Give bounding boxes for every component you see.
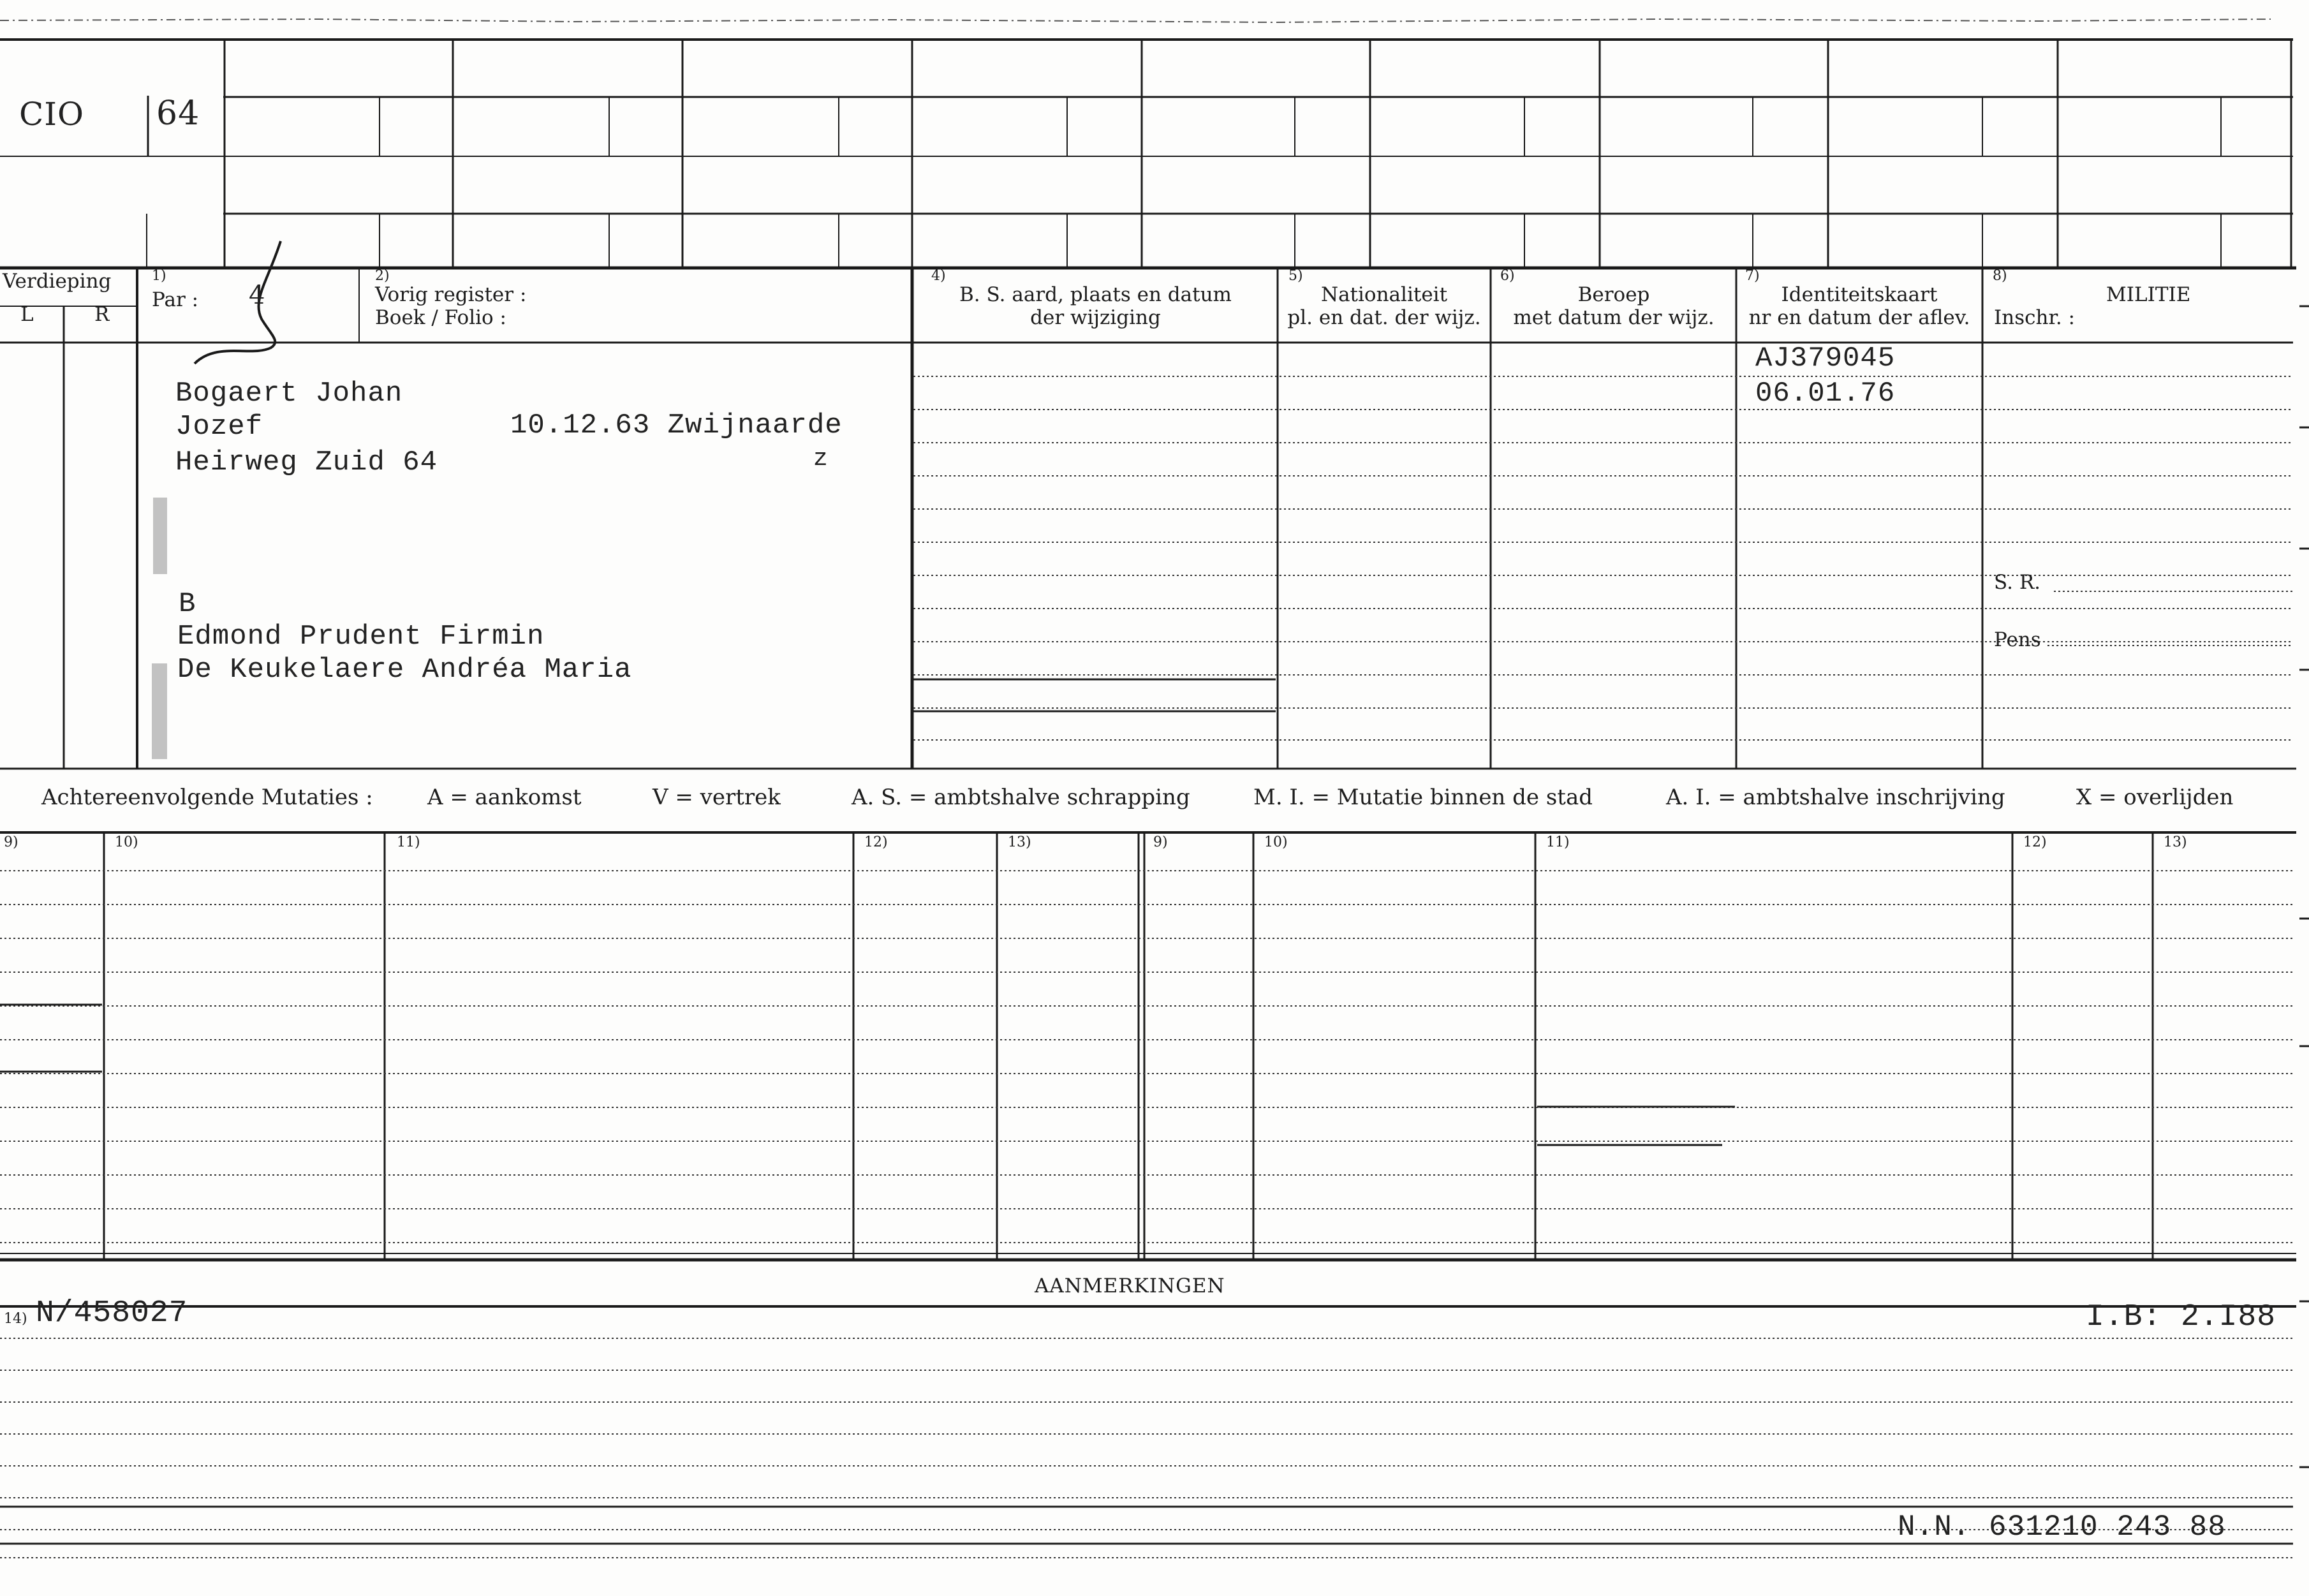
person-code-b: B (179, 588, 196, 620)
verdieping-left: L (20, 303, 34, 326)
par-value: 4 (249, 281, 266, 310)
handwritten-mark (195, 241, 281, 364)
legend-ambtshalve-schrapping: A. S. = ambtshalve schrapping (852, 785, 1190, 810)
person-mark-z: z (813, 445, 829, 473)
legend-aankomst: A = aankomst (427, 785, 582, 810)
col2-number: 2) (375, 268, 390, 284)
par-label: Par : (152, 288, 199, 311)
remarks-title: AANMERKINGEN (1035, 1275, 1225, 1297)
identity-card-number: AJ379045 (1755, 343, 1896, 374)
pens-label: Pens (1994, 628, 2041, 651)
boek-folio-label: Boek / Folio : (375, 306, 506, 329)
mutations-legend-label: Achtereenvolgende Mutaties : (41, 785, 373, 810)
col4-number: 4) (931, 268, 946, 284)
legend-vertrek: V = vertrek (653, 785, 781, 810)
col5-number: 5) (1288, 268, 1303, 284)
mutation-col-number: 11) (397, 834, 420, 850)
mutation-col-number: 11) (1546, 834, 1570, 850)
inschr-label: Inschr. : (1994, 306, 2076, 329)
legend-ambtshalve-inschrijving: A. I. = ambtshalve inschrijving (1666, 785, 2005, 810)
person-mother: De Keukelaere Andréa Maria (177, 654, 632, 686)
mutation-col-number: 13) (2164, 834, 2187, 850)
col7-number: 7) (1745, 268, 1760, 284)
record-number: 64 (156, 94, 200, 133)
col7-header-line2: nr en datum der aflev. (1748, 306, 1970, 329)
col6-header-line1: Beroep (1577, 283, 1650, 306)
remarks-number: 14) (4, 1311, 27, 1327)
col5-header-line1: Nationaliteit (1320, 283, 1448, 306)
scan-smudges (152, 498, 167, 759)
col6-number: 6) (1500, 268, 1515, 284)
sr-label: S. R. (1994, 571, 2041, 594)
remarks-ib: I.B: 2.I88 (2086, 1300, 2276, 1334)
legend-mutatie-binnen-stad: M. I. = Mutatie binnen de stad (1253, 785, 1593, 810)
mutation-col-number: 12) (2023, 834, 2047, 850)
person-birth: 10.12.63 Zwijnaarde (510, 410, 843, 441)
vorig-register-label: Vorig register : (375, 283, 527, 306)
col8-number: 8) (1993, 268, 2007, 284)
mutation-col-number: 9) (1153, 834, 1168, 850)
col1-number: 1) (152, 268, 166, 284)
col5-header-line2: pl. en dat. der wijz. (1287, 306, 1481, 329)
col4-header-line2: der wijziging (1030, 306, 1161, 329)
person-father: Edmond Prudent Firmin (177, 621, 545, 653)
person-surname: Bogaert Johan (175, 378, 403, 410)
remarks-entry: N/458027 (36, 1296, 188, 1331)
verdieping-header: Verdieping (3, 270, 112, 293)
record-code: CIO (19, 96, 84, 133)
mutation-col-number: 9) (4, 834, 18, 850)
legend-overlijden: X = overlijden (2076, 785, 2234, 810)
person-address: Heirweg Zuid 64 (175, 447, 438, 478)
mutation-col-number: 10) (1264, 834, 1288, 850)
mutation-col-number: 10) (115, 834, 138, 850)
remarks-nn: N.N. 631210 243 88 (1898, 1511, 2226, 1544)
verdieping-right: R (94, 303, 110, 326)
mutation-col-number: 13) (1008, 834, 1031, 850)
col6-header-line2: met datum der wijz. (1513, 306, 1715, 329)
person-second-name: Jozef (175, 411, 263, 443)
identity-issue-date: 06.01.76 (1755, 378, 1896, 410)
mutation-col-number: 12) (864, 834, 888, 850)
militie-header: MILITIE (2106, 283, 2191, 306)
col7-header-line1: Identiteitskaart (1781, 283, 1938, 306)
col4-header-line1: B. S. aard, plaats en datum (959, 283, 1232, 306)
